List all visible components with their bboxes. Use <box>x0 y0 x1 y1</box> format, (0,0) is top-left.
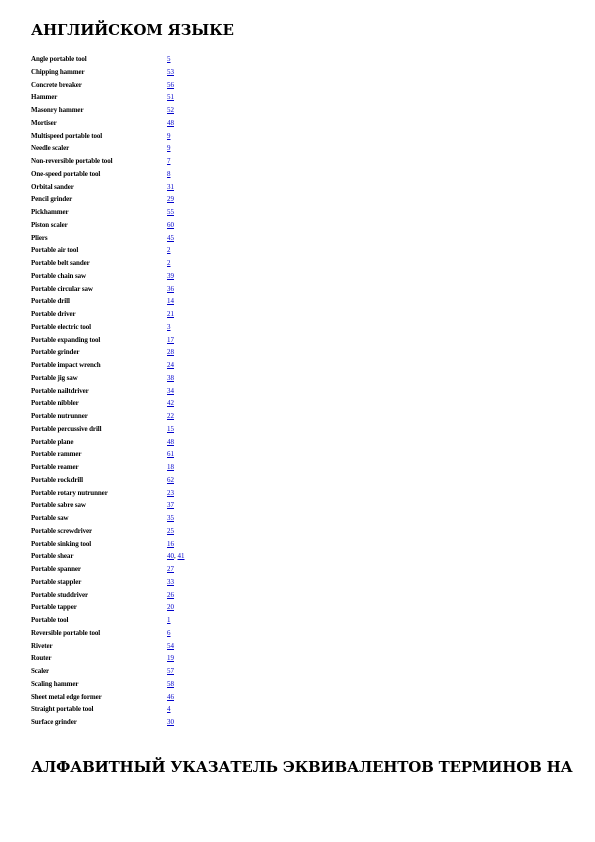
term-number-link[interactable]: 19 <box>167 654 174 663</box>
index-refs <box>167 104 174 117</box>
index-refs <box>167 232 174 245</box>
index-entry <box>31 665 331 678</box>
index-term: Portable studdriver <box>31 590 89 599</box>
index-entry <box>31 193 331 206</box>
term-number-link[interactable]: 24 <box>167 361 174 369</box>
index-term: Orbital sander <box>31 182 74 191</box>
index-entry <box>31 563 331 576</box>
index-entry <box>31 640 331 653</box>
section-heading-bottom: АЛФАВИТНЫЙ УКАЗАТЕЛЬ ЭКВИВАЛЕНТОВ ТЕРМИНОВ НА <box>31 758 573 776</box>
index-term: Pliers <box>31 233 48 242</box>
index-entry <box>31 232 331 245</box>
index-term: Reversible portable tool <box>31 628 101 637</box>
index-entry <box>31 474 331 487</box>
index-refs <box>167 295 174 308</box>
index-refs <box>167 550 185 563</box>
index-refs <box>167 181 174 194</box>
term-number-link[interactable]: 39 <box>167 271 174 280</box>
index-refs <box>167 334 174 347</box>
index-entry <box>31 66 331 79</box>
index-entry <box>31 716 331 729</box>
index-refs <box>167 614 171 627</box>
index-term: Portable spanner <box>31 565 81 573</box>
index-term: Portable percussive drill <box>31 424 102 433</box>
index-refs <box>167 652 174 665</box>
index-entry <box>31 703 331 716</box>
index-entry <box>31 678 331 691</box>
index-entry <box>31 270 331 283</box>
index-entry <box>31 104 331 117</box>
term-number-link[interactable]: 40 <box>167 552 174 561</box>
index-term: Surface grinder <box>31 718 77 726</box>
index-refs <box>167 512 174 525</box>
index-entry <box>31 117 331 130</box>
term-number-link[interactable]: 53 <box>167 67 174 76</box>
index-term: Portable stappler <box>31 577 82 586</box>
term-number-link[interactable]: 35 <box>167 514 174 522</box>
term-number-link[interactable]: 27 <box>167 565 174 573</box>
term-number-link[interactable]: 54 <box>167 641 174 650</box>
index-entry <box>31 499 331 512</box>
index-refs <box>167 665 174 678</box>
index-refs <box>167 270 174 283</box>
index-term: Straight portable tool <box>31 705 94 714</box>
term-number-link[interactable]: 16 <box>167 539 174 548</box>
index-term: Non-reversible portable tool <box>31 157 113 165</box>
index-term: Portable shear <box>31 552 74 561</box>
index-refs <box>167 359 174 372</box>
term-number-link[interactable]: 22 <box>167 412 174 420</box>
index-term: Portable expanding tool <box>31 335 101 344</box>
term-number-link[interactable]: 31 <box>167 182 174 191</box>
index-refs <box>167 155 171 168</box>
index-term: Masonry hammer <box>31 106 84 114</box>
index-refs <box>167 691 174 704</box>
term-number-link[interactable]: 2 <box>167 259 171 267</box>
term-number-link[interactable]: 60 <box>167 220 174 229</box>
term-number-link[interactable]: 42 <box>167 399 174 408</box>
index-term: Portable nutrunner <box>31 412 88 420</box>
term-number-link[interactable]: 5 <box>167 55 171 63</box>
index-term: Portable drill <box>31 297 70 306</box>
index-refs <box>167 142 171 155</box>
index-entry <box>31 614 331 627</box>
index-entry <box>31 372 331 385</box>
index-entry <box>31 257 331 270</box>
term-number-link[interactable]: 34 <box>167 386 174 395</box>
term-number-link[interactable]: 56 <box>167 80 174 89</box>
term-number-link[interactable]: 21 <box>167 310 174 318</box>
index-entry <box>31 308 331 321</box>
index-term: Portable jig saw <box>31 373 78 382</box>
term-number-link[interactable]: 57 <box>167 667 174 675</box>
index-entry <box>31 283 331 296</box>
index-entry <box>31 461 331 474</box>
index-entry <box>31 79 331 92</box>
index-refs <box>167 219 174 232</box>
index-refs <box>167 193 174 206</box>
term-number-link[interactable]: 36 <box>167 284 174 293</box>
index-entry <box>31 53 331 66</box>
index-term: Portable tapper <box>31 603 77 612</box>
term-number-link[interactable]: 9 <box>167 131 171 140</box>
term-number-link[interactable]: 15 <box>167 424 174 433</box>
index-refs <box>167 423 174 436</box>
index-term: Portable rotary nutrunner <box>31 488 108 497</box>
index-term: Portable sinking tool <box>31 539 92 548</box>
term-index-list <box>31 53 331 729</box>
index-term: Portable nibbler <box>31 399 79 408</box>
index-term: Portable electric tool <box>31 322 91 331</box>
index-refs <box>167 66 174 79</box>
index-entry <box>31 168 331 181</box>
index-term: Chipping hammer <box>31 67 85 76</box>
index-term: Portable nailtdriver <box>31 386 89 395</box>
term-number-link[interactable]: 7 <box>167 157 171 165</box>
index-entry <box>31 334 331 347</box>
index-entry <box>31 181 331 194</box>
index-refs <box>167 589 174 602</box>
section-heading-top: АНГЛИЙСКОМ ЯЗЫКЕ <box>31 21 234 39</box>
index-refs <box>167 53 171 66</box>
index-term: Portable sabre saw <box>31 501 86 510</box>
index-entry <box>31 155 331 168</box>
index-entry <box>31 436 331 449</box>
index-refs <box>167 283 174 296</box>
index-refs <box>167 372 174 385</box>
term-number-link[interactable]: 8 <box>167 169 171 178</box>
index-entry <box>31 601 331 614</box>
term-number-link[interactable]: 18 <box>167 463 174 471</box>
index-refs <box>167 206 174 219</box>
term-number-link[interactable]: 33 <box>167 577 174 586</box>
index-refs <box>167 563 174 576</box>
term-number-link[interactable]: 61 <box>167 450 174 459</box>
index-term: Portable grinder <box>31 348 80 357</box>
index-entry <box>31 410 331 423</box>
index-entry <box>31 538 331 551</box>
index-refs <box>167 576 174 589</box>
term-number-link[interactable]: 62 <box>167 475 174 484</box>
term-number-link[interactable]: 20 <box>167 603 174 612</box>
index-term: Needle scaler <box>31 144 70 153</box>
index-entry <box>31 321 331 334</box>
index-term: Portable plane <box>31 437 74 446</box>
index-refs <box>167 346 174 359</box>
term-number-link[interactable]: 38 <box>167 373 174 382</box>
index-entry <box>31 346 331 359</box>
index-term: Portable belt sander <box>31 259 90 267</box>
term-number-link[interactable]: 58 <box>167 679 174 688</box>
index-term: Angle portable tool <box>31 55 87 63</box>
index-term: Pencil grinder <box>31 195 73 204</box>
index-refs <box>167 168 171 181</box>
index-entry <box>31 206 331 219</box>
term-number-link[interactable]: 6 <box>167 628 171 637</box>
term-number-link[interactable]: 1 <box>167 616 171 624</box>
term-number-link[interactable]: 14 <box>167 297 174 306</box>
index-term: Sheet metal edge former <box>31 692 102 701</box>
index-refs <box>167 436 174 449</box>
index-entry <box>31 359 331 372</box>
index-refs <box>167 448 174 461</box>
index-entry <box>31 423 331 436</box>
index-entry <box>31 244 331 257</box>
index-term: Portable chain saw <box>31 271 86 280</box>
index-entry <box>31 691 331 704</box>
term-number-link[interactable]: 23 <box>167 488 174 497</box>
index-entry <box>31 525 331 538</box>
index-term: One-speed portable tool <box>31 169 101 178</box>
index-term: Piston scaler <box>31 220 68 229</box>
index-term: Portable rammer <box>31 450 82 459</box>
index-refs <box>167 244 171 257</box>
term-number-link[interactable]: 37 <box>167 501 174 510</box>
index-term: Portable saw <box>31 514 69 522</box>
term-number-link[interactable]: 17 <box>167 335 174 344</box>
term-number-link[interactable]: 3 <box>167 322 171 331</box>
index-term: Mortiser <box>31 118 57 127</box>
index-entry <box>31 589 331 602</box>
index-term: Portable air tool <box>31 246 79 255</box>
index-refs <box>167 410 174 423</box>
index-refs <box>167 474 174 487</box>
index-refs <box>167 397 174 410</box>
index-entry <box>31 295 331 308</box>
index-term: Hammer <box>31 93 58 102</box>
index-refs <box>167 91 174 104</box>
term-number-link[interactable]: 52 <box>167 106 174 114</box>
index-refs <box>167 716 174 729</box>
term-number-link[interactable]: 25 <box>167 526 174 535</box>
index-entry <box>31 397 331 410</box>
index-refs <box>167 79 174 92</box>
index-term: Scaler <box>31 667 50 675</box>
index-refs <box>167 487 174 500</box>
index-refs <box>167 257 171 270</box>
index-entry <box>31 448 331 461</box>
index-entry <box>31 130 331 143</box>
index-term: Portable impact wrench <box>31 361 101 369</box>
index-term: Portable circular saw <box>31 284 93 293</box>
index-refs <box>167 703 171 716</box>
term-number-link[interactable]: 48 <box>167 118 174 127</box>
index-entry <box>31 550 331 563</box>
ref-separator: , <box>174 552 178 561</box>
term-number-link[interactable]: 28 <box>167 348 174 357</box>
index-entry <box>31 512 331 525</box>
term-number-link[interactable]: 51 <box>167 93 174 102</box>
term-number-link[interactable]: 26 <box>167 590 174 599</box>
index-refs <box>167 640 174 653</box>
index-term: Portable tool <box>31 616 69 624</box>
index-entry <box>31 385 331 398</box>
index-entry <box>31 142 331 155</box>
index-refs <box>167 538 174 551</box>
term-number-link[interactable]: 4 <box>167 705 171 714</box>
term-number-link[interactable]: 48 <box>167 437 174 446</box>
index-term: Pickhammer <box>31 208 69 216</box>
index-refs <box>167 601 174 614</box>
index-refs <box>167 627 171 640</box>
index-refs <box>167 117 174 130</box>
term-number-link[interactable]: 46 <box>167 692 174 701</box>
index-term: Router <box>31 654 52 663</box>
index-term: Concrete breaker <box>31 80 82 89</box>
term-number-link[interactable]: 29 <box>167 195 174 204</box>
index-term: Portable driver <box>31 310 76 318</box>
index-entry <box>31 219 331 232</box>
index-entry <box>31 652 331 665</box>
index-term: Multispeed portable tool <box>31 131 103 140</box>
index-refs <box>167 130 171 143</box>
term-number-link[interactable]: 9 <box>167 144 171 153</box>
index-term: Portable screwdriver <box>31 526 93 535</box>
index-refs <box>167 678 174 691</box>
index-entry <box>31 487 331 500</box>
index-term: Portable rockdrill <box>31 475 83 484</box>
index-refs <box>167 499 174 512</box>
index-entry <box>31 576 331 589</box>
term-number-link[interactable]: 55 <box>167 208 174 216</box>
index-refs <box>167 321 171 334</box>
index-entry <box>31 627 331 640</box>
index-term: Portable reamer <box>31 463 79 471</box>
index-term: Scaling hammer <box>31 679 79 688</box>
index-refs <box>167 461 174 474</box>
index-term: Riveter <box>31 641 53 650</box>
term-number-link[interactable]: 30 <box>167 718 174 726</box>
index-refs <box>167 308 174 321</box>
term-number-link[interactable]: 41 <box>177 552 185 561</box>
index-entry <box>31 91 331 104</box>
index-refs <box>167 525 174 538</box>
term-number-link[interactable]: 45 <box>167 233 174 242</box>
term-number-link[interactable]: 2 <box>167 246 171 255</box>
index-refs <box>167 385 174 398</box>
